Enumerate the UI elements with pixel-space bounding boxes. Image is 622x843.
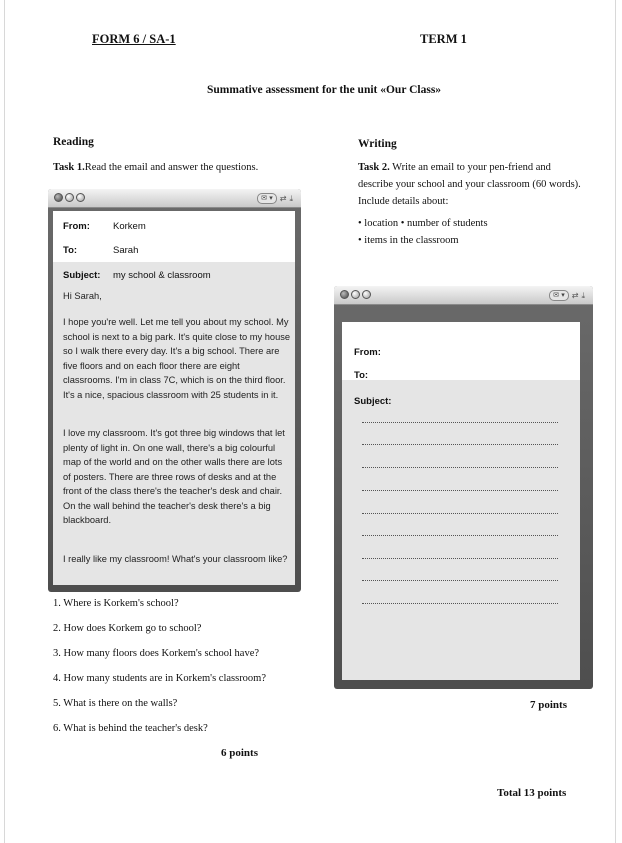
bullets-line-2: • items in the classroom: [358, 235, 459, 246]
minimize-icon[interactable]: [65, 193, 74, 202]
reply-icon[interactable]: ⇄: [571, 291, 579, 300]
task1-label: Task 1.: [53, 162, 85, 173]
email-header: [53, 211, 295, 262]
question-5: 5. What is there on the walls?: [53, 698, 178, 709]
compose-header: [342, 322, 580, 380]
reading-points: 6 points: [221, 747, 258, 759]
toolbar-icons: [257, 193, 293, 204]
task2-label: Task 2.: [358, 162, 390, 173]
question-6: 6. What is behind the teacher's desk?: [53, 723, 208, 734]
answer-line[interactable]: [362, 558, 558, 559]
minimize-icon[interactable]: [351, 290, 360, 299]
compose-to-label: To:: [354, 370, 369, 381]
zoom-icon[interactable]: [362, 290, 371, 299]
answer-line[interactable]: [362, 444, 558, 445]
subject-label: Subject:: [63, 270, 101, 281]
reading-heading: Reading: [53, 136, 94, 148]
compose-titlebar: [334, 286, 593, 305]
to-label: To:: [63, 245, 78, 256]
window-controls: [54, 193, 85, 202]
answer-line[interactable]: [362, 467, 558, 468]
compose-from-label: From:: [354, 347, 381, 358]
mail-icon[interactable]: ✉ ▾: [257, 193, 277, 204]
from-label: From:: [63, 221, 90, 232]
window-controls: [340, 290, 371, 299]
bullets-line-1: • location • number of students: [358, 218, 488, 229]
compose-subject-label: Subject:: [354, 396, 392, 407]
subject-value: my school & classroom: [113, 270, 211, 281]
writing-points: 7 points: [530, 699, 567, 711]
question-4: 4. How many students are in Korkem's classroom?: [53, 673, 267, 684]
answer-line[interactable]: [362, 580, 558, 581]
email-window: [48, 189, 301, 592]
reading-task: [53, 159, 258, 176]
from-value: Korkem: [113, 221, 146, 232]
question-2: 2. How does Korkem go to school?: [53, 623, 202, 634]
to-value: Sarah: [113, 245, 139, 256]
email-paragraph-3: I really like my classroom! What's your classroom like?: [63, 554, 288, 564]
email-titlebar: [48, 189, 301, 208]
toolbar-icons: [549, 290, 585, 301]
form-code: FORM 6 / SA-1: [92, 32, 176, 46]
close-icon[interactable]: [340, 290, 349, 299]
mail-icon[interactable]: ✉ ▾: [549, 290, 569, 301]
greeting: Hi Sarah,: [63, 291, 102, 301]
answer-line[interactable]: [362, 422, 558, 423]
answer-line[interactable]: [362, 513, 558, 514]
compose-body: [342, 322, 580, 680]
total-points: Total 13 points: [497, 787, 567, 799]
email-paragraph-2: I love my classroom. It's got three big windows that let plenty of light in. On one wall, there's a big colourful map of the world and on the other walls there are lots of posters. There are three rows of desks and at the front of the class there's the teacher's desk and chair. On the wall behind the teacher's desk there's a big blackboard.: [63, 428, 285, 525]
download-icon[interactable]: ⤓: [289, 194, 293, 203]
question-1: 1. Where is Korkem's school?: [53, 598, 179, 609]
writing-task: [358, 159, 583, 210]
download-icon[interactable]: ⤓: [581, 291, 585, 300]
question-3: 3. How many floors does Korkem's school have?: [53, 648, 260, 659]
email-paragraph-1: I hope you're well. Let me tell you about my school. My school is next to a big park. It's quite close to my house so I walk there every day. It's a big school. There are five floors and on each floor there are eight classrooms. I'm in class 7C, which is on the third floor. It's a nice, spacious classroom with 25 students in it.: [63, 317, 291, 400]
writing-heading: Writing: [358, 138, 397, 150]
email-body: [53, 211, 295, 585]
answer-line[interactable]: [362, 490, 558, 491]
answer-line[interactable]: [362, 603, 558, 604]
term-label: TERM 1: [420, 32, 467, 46]
close-icon[interactable]: [54, 193, 63, 202]
zoom-icon[interactable]: [76, 193, 85, 202]
page-title: Summative assessment for the unit «Our Class»: [207, 84, 442, 96]
compose-window: [334, 286, 593, 689]
task1-text: Read the email and answer the questions.: [84, 162, 259, 173]
task2-text: Write an email to your pen-friend and describe your school and your classroom (60 words). Include details about:: [358, 162, 581, 207]
reply-icon[interactable]: ⇄: [279, 194, 287, 203]
answer-line[interactable]: [362, 535, 558, 536]
